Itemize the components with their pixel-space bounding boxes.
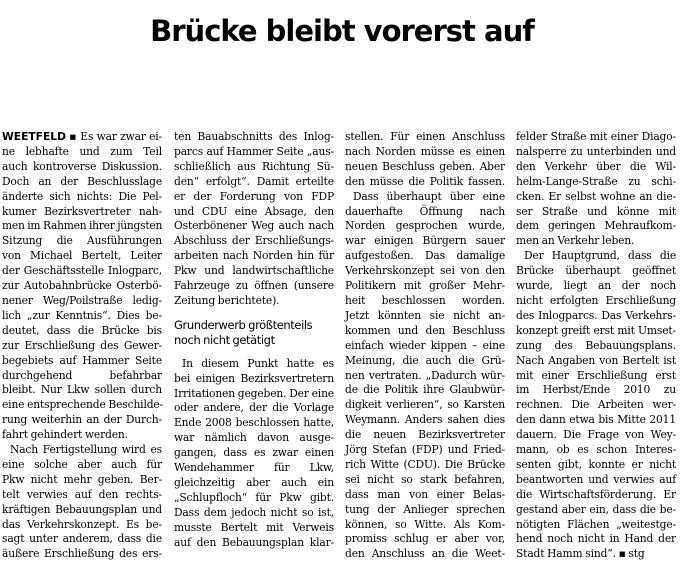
text-line: sagt unter anderem, dass die: [2, 532, 162, 546]
text-line: beantworten und verwies auf: [516, 472, 676, 486]
text-line: Fahrzeuge zu öffnen (unsere: [174, 279, 334, 293]
text-line: Jörg Stefan (FDP) und Fried-: [345, 443, 505, 457]
text-line: änderte sich nichts: Die Pel-: [2, 189, 162, 203]
text-line: telt verwies auf den rechts-: [2, 487, 162, 501]
text-line: gleichzeitig aber auch ein: [174, 475, 334, 489]
text-line: war einigen Bürgern sauer: [345, 234, 505, 248]
text-line: kommen und den Beschluss: [345, 323, 505, 337]
text-line: aufgestoßen. Das damalige: [345, 249, 505, 263]
text-column-1: [2, 130, 164, 561]
text-line: auch kontroverse Diskussion.: [2, 159, 162, 173]
paragraph-gap: [174, 348, 334, 357]
text-line: Abschluss der Erschließungs-: [174, 234, 334, 248]
article-headline: Brücke bleibt vorerst auf: [150, 14, 534, 48]
text-line: von Michael Bertelt, Leiter: [2, 249, 162, 263]
text-line: lich „zur Kenntnis“. Dies be-: [2, 308, 162, 322]
text-line: Osterbönener Weg auch nach: [174, 219, 334, 233]
text-line: mit einer Erschließung erst: [516, 368, 676, 382]
text-line: Verkehrskonzept sei von den: [345, 264, 505, 278]
article-body: [0, 130, 684, 561]
text-line: rich Witte (CDU). Die Brücke: [345, 457, 505, 471]
text-line: auf den Bebauungsplan klar-: [174, 535, 334, 549]
text-line: den Verkehr über die Wil-: [516, 159, 676, 173]
text-line: konzept greift erst mit Umset-: [516, 323, 676, 337]
text-line: tung der Anlieger sprechen: [345, 502, 505, 516]
text-line: arbeiten nach Norden hin für: [174, 249, 334, 263]
text-line: gangen, dass es zwar einen: [174, 446, 334, 460]
text-line: dauerhafte Öffnung nach: [345, 204, 505, 218]
text-line: digkeit verlieren“, so Karsten: [345, 398, 505, 412]
text-line: In diesem Punkt hatte es: [182, 356, 334, 370]
text-line: parcs auf Hammer Seite „aus-: [174, 144, 334, 158]
text-line: senten gibt, konnte er nicht: [516, 457, 676, 471]
text-line: äußere Erschließung des ers-: [2, 547, 162, 561]
text-line: Sitzung die Ausführungen: [2, 234, 162, 248]
text-line: rung weiterhin an der Durch-: [2, 413, 162, 427]
text-line: fahrt gehindert werden.: [2, 428, 128, 442]
text-line: im Herbst/Ende 2010 zu: [516, 383, 676, 397]
text-line: Norden gesprochen wurde,: [345, 219, 505, 233]
text-line: promiss schlug er aber vor,: [345, 532, 505, 546]
text-line: nener Weg/Poilstraße ledig-: [2, 293, 162, 307]
paragraph-gap: [174, 309, 334, 318]
text-line: Dass dem jedoch nicht so ist,: [174, 505, 334, 519]
text-line: dem geringen Mehraufkom-: [516, 219, 676, 233]
text-line: das Verkehrskonzept. Es be-: [2, 517, 162, 531]
text-line: einfach wieder kippen – eine: [345, 338, 505, 352]
text-line: nach Norden müsse es einen: [345, 144, 505, 158]
text-line: helm-Lange-Straße zu schi-: [516, 174, 676, 188]
text-line: er der Forderung von FDP: [174, 189, 334, 203]
text-line: nicht erfolgten Erschließung: [516, 293, 676, 307]
text-line: de die Politik ihre Glaubwür-: [345, 383, 505, 397]
text-line: eine entsprechende Beschilde-: [2, 398, 164, 412]
text-line: des Inlogparcs. Das Verkehrs-: [516, 308, 676, 322]
text-line: den Anschluss an die Weet-: [345, 547, 505, 561]
text-line: neuen Beschluss geben. Aber: [345, 159, 505, 173]
article-subheadline-1: [0, 72, 684, 96]
text-line: stellen. Für einen Anschluss: [345, 130, 505, 143]
text-line: war nämlich davon ausge-: [174, 431, 334, 445]
text-line: Stadt Hamm sind“. ▪ stg: [516, 547, 645, 561]
text-line: und CDU eine Absage, den: [174, 204, 334, 218]
text-line: dauern. Die Frage von Wey-: [516, 428, 676, 442]
text-line: „Schlupfloch“ für Pkw gibt.: [174, 490, 334, 504]
text-line: können, so Witte. Als Kom-: [345, 517, 505, 531]
text-line: zur Autobahnbrücke Osterbö-: [2, 279, 162, 293]
text-column-4: [516, 130, 676, 561]
text-line: Meinung, die auch die Grü-: [345, 353, 505, 367]
text-line: Nach Fertigstellung wird es: [10, 443, 162, 457]
text-line: schließlich aus Richtung Sü-: [174, 159, 334, 173]
text-line: nen vertraten. „Dadurch wür-: [345, 368, 505, 382]
text-line: ne lebhafte und zum Teil: [2, 144, 162, 158]
text-line: der Geschäftsstelle Inlogparc,: [2, 264, 162, 278]
text-line: den dann etwa bis Mitte 2011: [516, 413, 676, 427]
section-subheading: Grunderwerb größtenteils: [174, 317, 313, 332]
section-subheading: noch nicht getätigt: [174, 332, 275, 347]
text-column-2: [174, 130, 334, 549]
text-line: wurde, liegt an der noch: [516, 279, 676, 293]
text-line: sei nicht so stark befahren,: [345, 472, 505, 486]
text-line: die neuen Bezirksvertreter: [345, 428, 505, 442]
text-line: gestand aber ein, dass die be-: [516, 502, 676, 516]
text-line: Doch an der Beschlusslage: [2, 174, 162, 188]
text-line: den“ erfolgt“. Damit erteilte: [174, 174, 334, 188]
text-line: Ende 2008 beschlossen hatte,: [174, 416, 334, 430]
text-line: eine solche aber auch für: [2, 457, 162, 471]
article-subheadline-2: [0, 97, 684, 121]
text-line: Weymann. Anders sahen dies: [345, 413, 505, 427]
text-line: bei einigen Bezirksvertretern: [174, 371, 334, 385]
text-line: Pkw nicht mehr geben. Ber-: [2, 472, 162, 486]
text-line: Dass überhaupt über eine: [353, 189, 505, 203]
text-line: rechnen. Die Arbeiten wer-: [516, 398, 676, 412]
text-line: Jetzt könnten sie nicht an-: [345, 308, 505, 322]
text-line: begebiets auf Hammer Seite: [2, 353, 162, 367]
text-line: dass man von einer Belas-: [345, 487, 505, 501]
text-line: Irritationen gegeben. Der eine: [174, 386, 334, 400]
text-line: die Wirtschaftsförderung. Er: [516, 487, 676, 501]
text-line: men an Verkehr leben.: [516, 234, 635, 248]
text-line: mann, ob es schon Interes-: [516, 443, 676, 457]
text-line: musste Bertelt mit Verweis: [174, 520, 334, 534]
text-line: zur Erschließung des Gewer-: [2, 338, 162, 352]
text-line: deutet, dass die Brücke bis: [2, 323, 162, 337]
text-line: zung des Bebauungsplans.: [516, 338, 676, 352]
text-line: Nach Angaben von Bertelt ist: [516, 353, 676, 367]
text-line: kumer Bezirksvertreter nah-: [2, 204, 162, 218]
text-line: WEETFELD ▪ Es war zwar ei-: [2, 130, 162, 143]
text-line: Der Hauptgrund, dass die: [524, 249, 676, 263]
text-line: ten Bauabschnitts des Inlog-: [174, 130, 334, 143]
text-line: nalsperre zu unterbinden und: [516, 144, 676, 158]
text-line: Wendehammer für Lkw,: [174, 461, 334, 475]
text-line: nötigten Flächen „weitestge-: [516, 517, 676, 531]
text-line: bleibt. Nur Lkw sollen durch: [2, 383, 162, 397]
text-line: Brücke überhaupt geöffnet: [516, 264, 676, 278]
text-column-3: [345, 130, 505, 561]
text-line: felder Straße mit einer Diago-: [516, 130, 676, 143]
text-line: hend noch nicht in Hand der: [516, 532, 676, 546]
text-line: Politikern mit großer Mehr-: [345, 279, 505, 293]
text-line: cken. Er selbst wohne an die-: [516, 189, 676, 203]
text-line: Pkw und landwirtschaftliche: [174, 264, 334, 278]
text-line: heit beschlossen worden.: [345, 293, 505, 307]
text-line: ser Straße und könne mit: [516, 204, 676, 218]
dateline: WEETFELD: [2, 130, 66, 143]
text-line: oder andere, der die Vorlage: [174, 401, 334, 415]
text-line: den müsse die Politik fassen.: [345, 174, 505, 188]
text-line: men im Rahmen ihrer jüngsten: [2, 219, 163, 233]
text-line: durchgehend befahrbar: [2, 368, 162, 382]
text-line: Zeitung berichtete).: [174, 293, 280, 307]
text-line: kräftigen Bebauungsplan und: [2, 502, 162, 516]
